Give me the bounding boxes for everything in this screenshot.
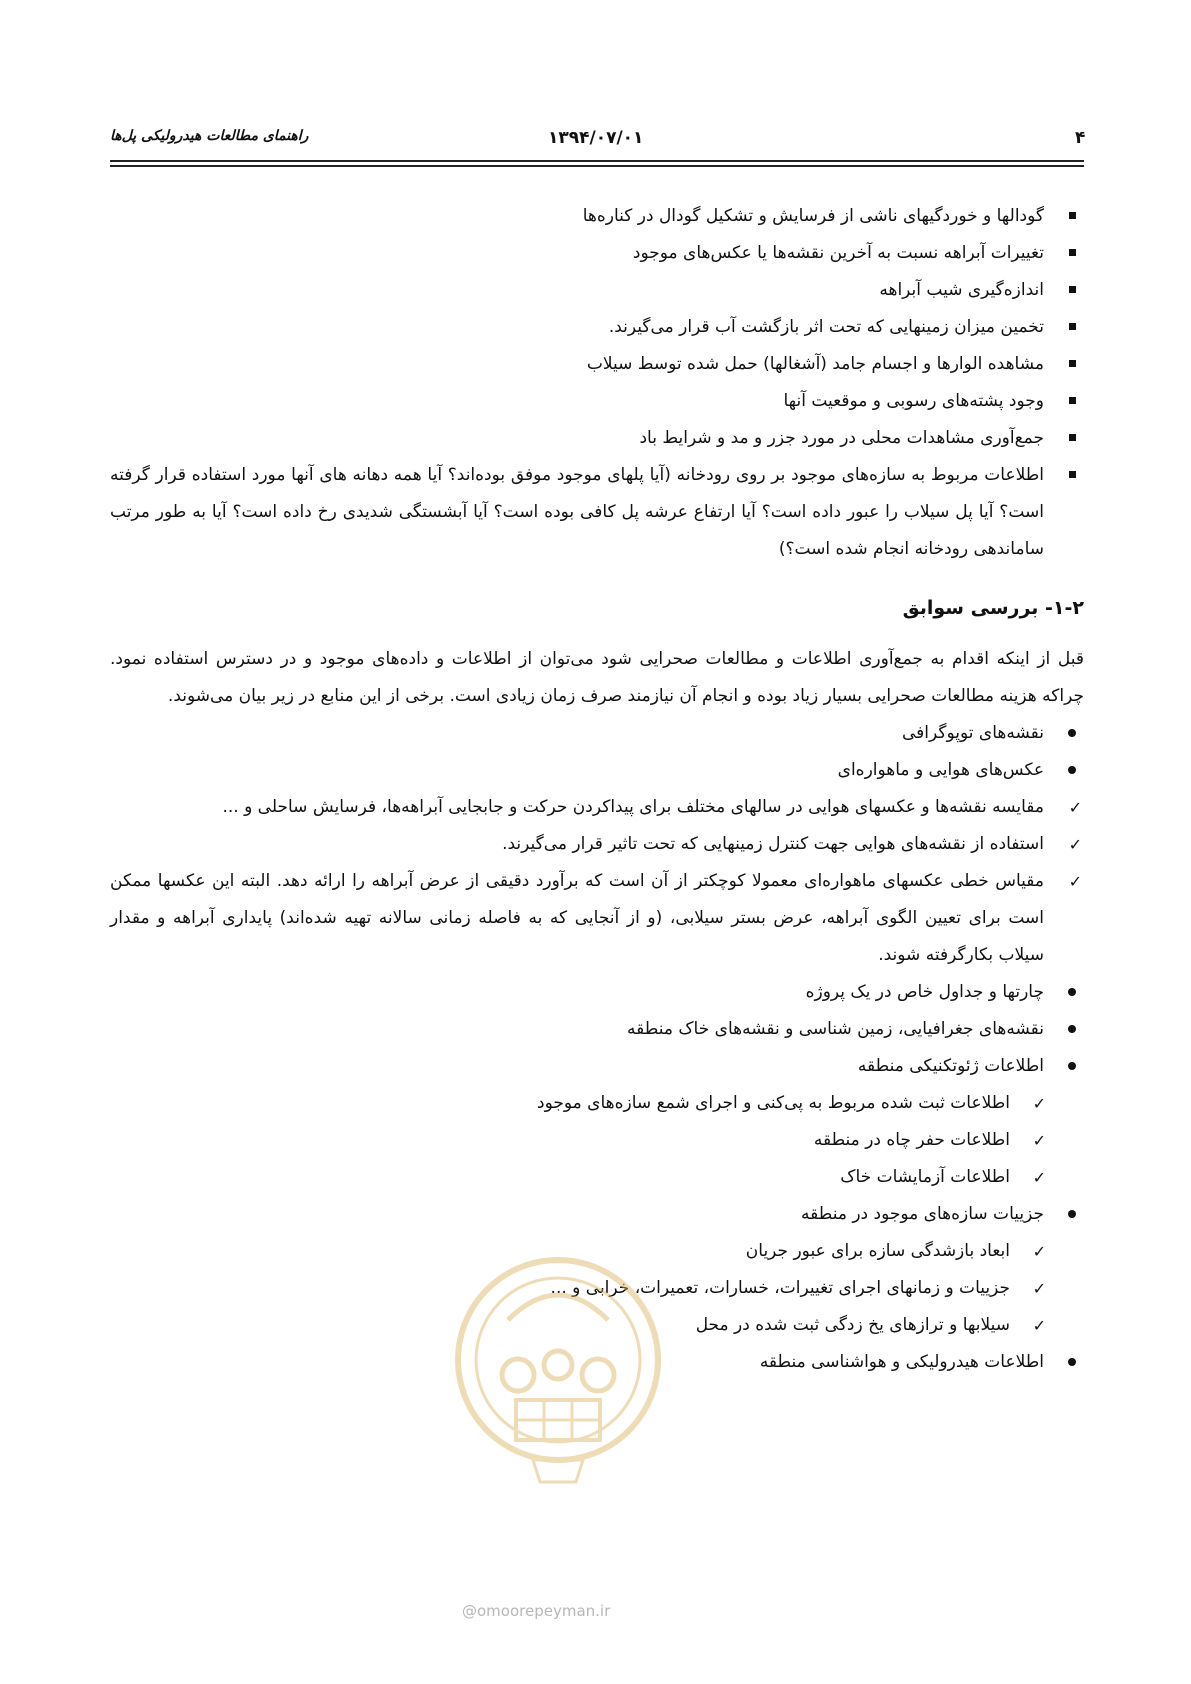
list-item: ✓ مقایسه نقشه‌ها و عکسهای هوایی در سالهای مختلف برای پیداکردن حرکت و جابجایی آبراهه‌ها، فرسایش ساحلی و ... [110, 789, 1084, 826]
check-icon: ✓ [1032, 1316, 1046, 1335]
list-item: اطلاعات هیدرولیکی و هواشناسی منطقه [110, 1344, 1084, 1381]
list-item: نقشه‌های توپوگرافی [110, 715, 1084, 752]
seal-watermark-icon [448, 1250, 668, 1490]
section-heading: ۱-۲- بررسی سوابق [902, 597, 1084, 619]
header-title: راهنمای مطالعات هیدرولیکی پل‌ها [110, 128, 309, 144]
header-rule-bottom [110, 165, 1084, 167]
list-item: اطلاعات مربوط به سازه‌های موجود بر روی رودخانه (آیا پلهای موجود موفق بوده‌اند؟ آیا همه دهانه های آنها مورد استفاده قرار گرفته است؟ آیا پل سیلاب را عبور داده است؟ آیا ارتفاع عرشه پل کافی بوده است؟ آیا آبشستگی شدیدی رخ داده است؟ آیا به طور مرتب ساماندهی رودخانه انجام شده است؟) [110, 457, 1084, 568]
page-number: ۴ [1075, 128, 1086, 148]
list-item: نقشه‌های جغرافیایی، زمین شناسی و نقشه‌های خاک منطقه [110, 1011, 1084, 1048]
list-item: ✓ جزییات و زمانهای اجرای تغییرات، خسارات، تعمیرات، خرابی و ... [110, 1270, 1084, 1307]
list-item: ✓ سیلابها و ترازهای یخ زدگی ثبت شده در محل [110, 1307, 1084, 1344]
check-icon: ✓ [1032, 1131, 1046, 1150]
check-icon: ✓ [1032, 1279, 1046, 1298]
list-item: ✓ اطلاعات ثبت شده مربوط به پی‌کنی و اجرای شمع سازه‌های موجود [110, 1085, 1084, 1122]
header-rule-top [110, 160, 1084, 162]
list-item: تخمین میزان زمینهایی که تحت اثر بازگشت آب قرار می‌گیرند. [110, 309, 1084, 346]
list-item: ✓ ابعاد بازشدگی سازه برای عبور جریان [110, 1233, 1084, 1270]
list-item: عکس‌های هوایی و ماهواره‌ای [110, 752, 1084, 789]
check-icon: ✓ [1032, 1168, 1046, 1187]
list-item: اندازه‌گیری شیب آبراهه [110, 272, 1084, 309]
check-icon: ✓ [1032, 1242, 1046, 1261]
check-icon: ✓ [1032, 1094, 1046, 1113]
list-item: اطلاعات ژئوتکنیکی منطقه [110, 1048, 1084, 1085]
list-item: جمع‌آوری مشاهدات محلی در مورد جزر و مد و شرایط باد [110, 420, 1084, 457]
watermark-text: @omoorepeyman.ir [462, 1602, 611, 1620]
list-item: گودالها و خوردگیهای ناشی از فرسایش و تشکیل گودال در کناره‌ها [110, 198, 1084, 235]
header-date: ۱۳۹۴/۰۷/۰۱ [548, 128, 644, 148]
list-item: وجود پشته‌های رسوبی و موقعیت آنها [110, 383, 1084, 420]
list-item: جزییات سازه‌های موجود در منطقه [110, 1196, 1084, 1233]
check-icon: ✓ [1068, 835, 1082, 854]
section-intro: قبل از اینکه اقدام به جمع‌آوری اطلاعات و مطالعات صحرایی شود می‌توان از اطلاعات و داده‌های موجود و در دسترس استفاده نمود. چراکه هزینه مطالعات صحرایی بسیار زیاد بوده و انجام آن نیازمند صرف زمان زیادی است. برخی از این منابع در زیر بیان می‌شوند. [110, 649, 1084, 706]
page-body [110, 198, 1084, 1381]
list-item: ✓ اطلاعات آزمایشات خاک [110, 1159, 1084, 1196]
list-item: ✓ مقیاس خطی عکسهای ماهواره‌ای معمولا کوچکتر از آن است که برآورد دقیقی از عرض آبراهه را ارائه دهد. البته این عکسها ممکن است برای تعیین الگوی آبراهه، عرض بستر سیلابی، (و از آنجایی که به فاصله زمانی سالانه تهیه شده‌اند) پایداری آبراهه و مقدار سیلاب بکارگرفته شوند. [110, 863, 1084, 974]
list-item: ✓ اطلاعات حفر چاه در منطقه [110, 1122, 1084, 1159]
list-item: ✓ استفاده از نقشه‌های هوایی جهت کنترل زمینهایی که تحت تاثیر قرار می‌گیرند. [110, 826, 1084, 863]
observation-list [110, 198, 1084, 568]
check-icon: ✓ [1068, 798, 1082, 817]
check-icon: ✓ [1068, 872, 1082, 891]
list-item: چارتها و جداول خاص در یک پروژه [110, 974, 1084, 1011]
list-item: تغییرات آبراهه نسبت به آخرین نقشه‌ها یا عکس‌های موجود [110, 235, 1084, 272]
list-item: مشاهده الوارها و اجسام جامد (آشغالها) حمل شده توسط سیلاب [110, 346, 1084, 383]
